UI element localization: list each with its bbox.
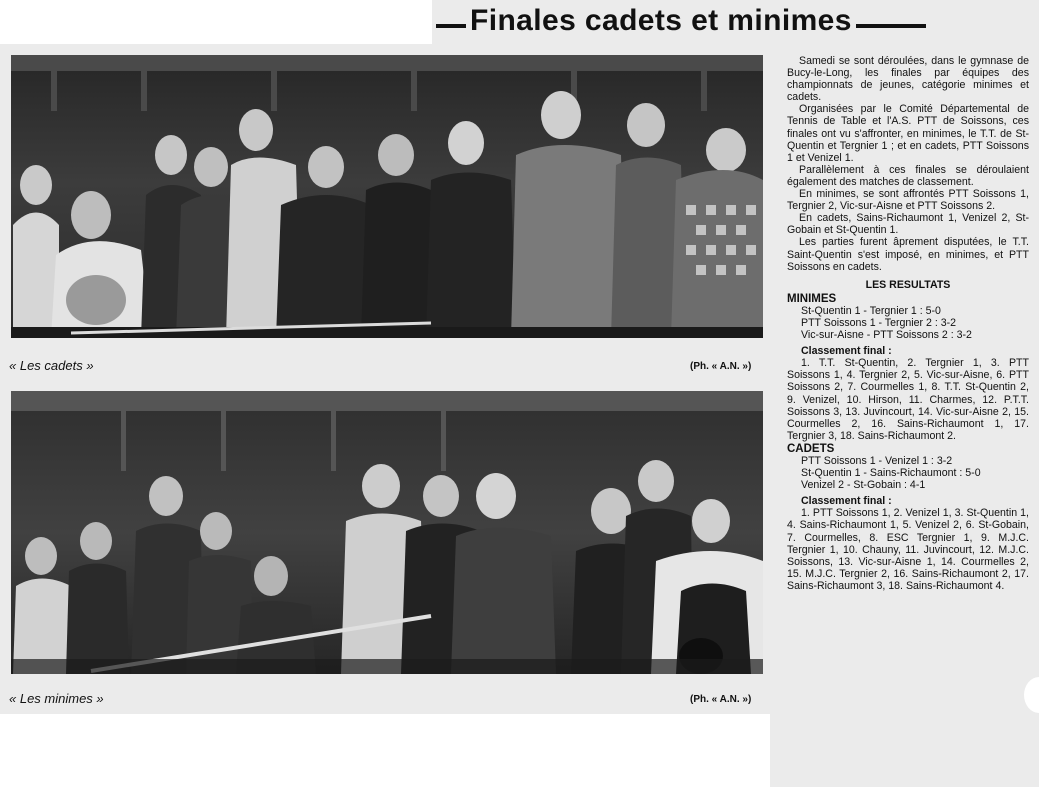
results-heading: LES RESULTATS — [865, 278, 951, 291]
cadets-heading: CADETS — [787, 442, 835, 455]
minimes-match: PTT Soissons 1 - Tergnier 2 : 3-2 — [801, 316, 957, 329]
photo-cadets-credit: (Ph. « A.N. ») — [690, 361, 752, 372]
photo-minimes-image — [11, 391, 763, 674]
body-paragraph: En minimes, se sont affrontés PTT Soissons 1, Tergnier 2, Vic-sur-Aisne et PTT Soissons 2. — [787, 188, 1029, 213]
photo-minimes-credit: (Ph. « A.N. ») — [690, 694, 752, 705]
article-body-column — [787, 55, 1029, 782]
photo-cadets — [11, 55, 763, 338]
photo-minimes-caption: « Les minimes » — [9, 691, 104, 706]
headline-rule-right — [856, 24, 926, 28]
minimes-match: St-Quentin 1 - Tergnier 1 : 5-0 — [801, 304, 941, 317]
photo-minimes — [11, 391, 763, 674]
cadets-match: PTT Soissons 1 - Venizel 1 : 3-2 — [801, 455, 953, 467]
headline-rule-left — [436, 24, 466, 28]
body-paragraph: Les parties furent âprement disputées, le T.T. Saint-Quentin s'est imposé, en minimes, et PTT Soissons en cadets. — [787, 236, 1029, 273]
body-paragraph: En cadets, Sains-Richaumont 1, Venizel 2, St-Gobain et St-Quentin 1. — [787, 212, 1029, 237]
article-headline — [436, 2, 1036, 40]
minimes-ranking-heading: Classement final : — [801, 345, 892, 358]
minimes-ranking: 1. T.T. St-Quentin, 2. Tergnier 1, 3. PTT Soissons 1, 4. Tergnier 2, 5. Vic-sur-Aisne, 6. PTT Soissons 2, 7. Courmelles 1, 8. T.T. St-Quentin 2, 9. Venizel, 10. Hirson, 11. Charmes, 12. P.T.T. Soissons 3, 13. Juvincourt, 14. Vic-sur-Aisne 2, 15. Courmelles 2, 16. Sains-Richaumont 1, 17. Tergnier 3, 18. Sains-Richaumont 2. — [787, 357, 1029, 442]
minimes-match: Vic-sur-Aisne - PTT Soissons 2 : 3-2 — [801, 329, 972, 342]
body-paragraph: Parallèlement à ces finales se déroulaient également des matches de classement. — [787, 163, 1029, 188]
photo-cadets-image — [11, 55, 763, 338]
minimes-heading: MINIMES — [787, 292, 837, 305]
cadets-match: Venizel 2 - St-Gobain : 4-1 — [801, 479, 926, 492]
cadets-ranking-heading: Classement final : — [801, 495, 892, 508]
cadets-match: St-Quentin 1 - Sains-Richaumont : 5-0 — [801, 467, 981, 480]
photo-cadets-caption: « Les cadets » — [9, 358, 94, 373]
body-paragraph: Organisées par le Comité Départemental de Tennis de Table et l'A.S. PTT de Soissons, ces finales ont vu s'affronter, en minimes, le T.T. de St-Quentin et Tergnier 1 ; et en cadets, PTT Soissons 1 et Venizel 1. — [787, 103, 1029, 164]
headline-title: Finales cadets et minimes — [470, 4, 852, 37]
cadets-ranking: 1. PTT Soissons 1, 2. Venizel 1, 3. St-Quentin 1, 4. Sains-Richaumont 1, 5. Venizel 2, 6. St-Gobain, 7. Courmelles, 8. ESC Tergnier 1, 9. M.J.C. Tergnier 1, 10. Chauny, 11. Juvincourt, 12. M.J.C. Soissons, 13. Vic-sur-Aisne 1, 14. Courmelles 2, 15. M.J.C. Tergnier 2, 16. Sains-Richaumont 2, 17. Sains-Richaumont 3, 18. Sains-Richaumont 4. — [787, 507, 1029, 592]
body-paragraph: Samedi se sont déroulées, dans le gymnase de Bucy-le-Long, les finales par équipes des championnats de jeunes, catégorie minimes et cadets. — [787, 55, 1029, 104]
